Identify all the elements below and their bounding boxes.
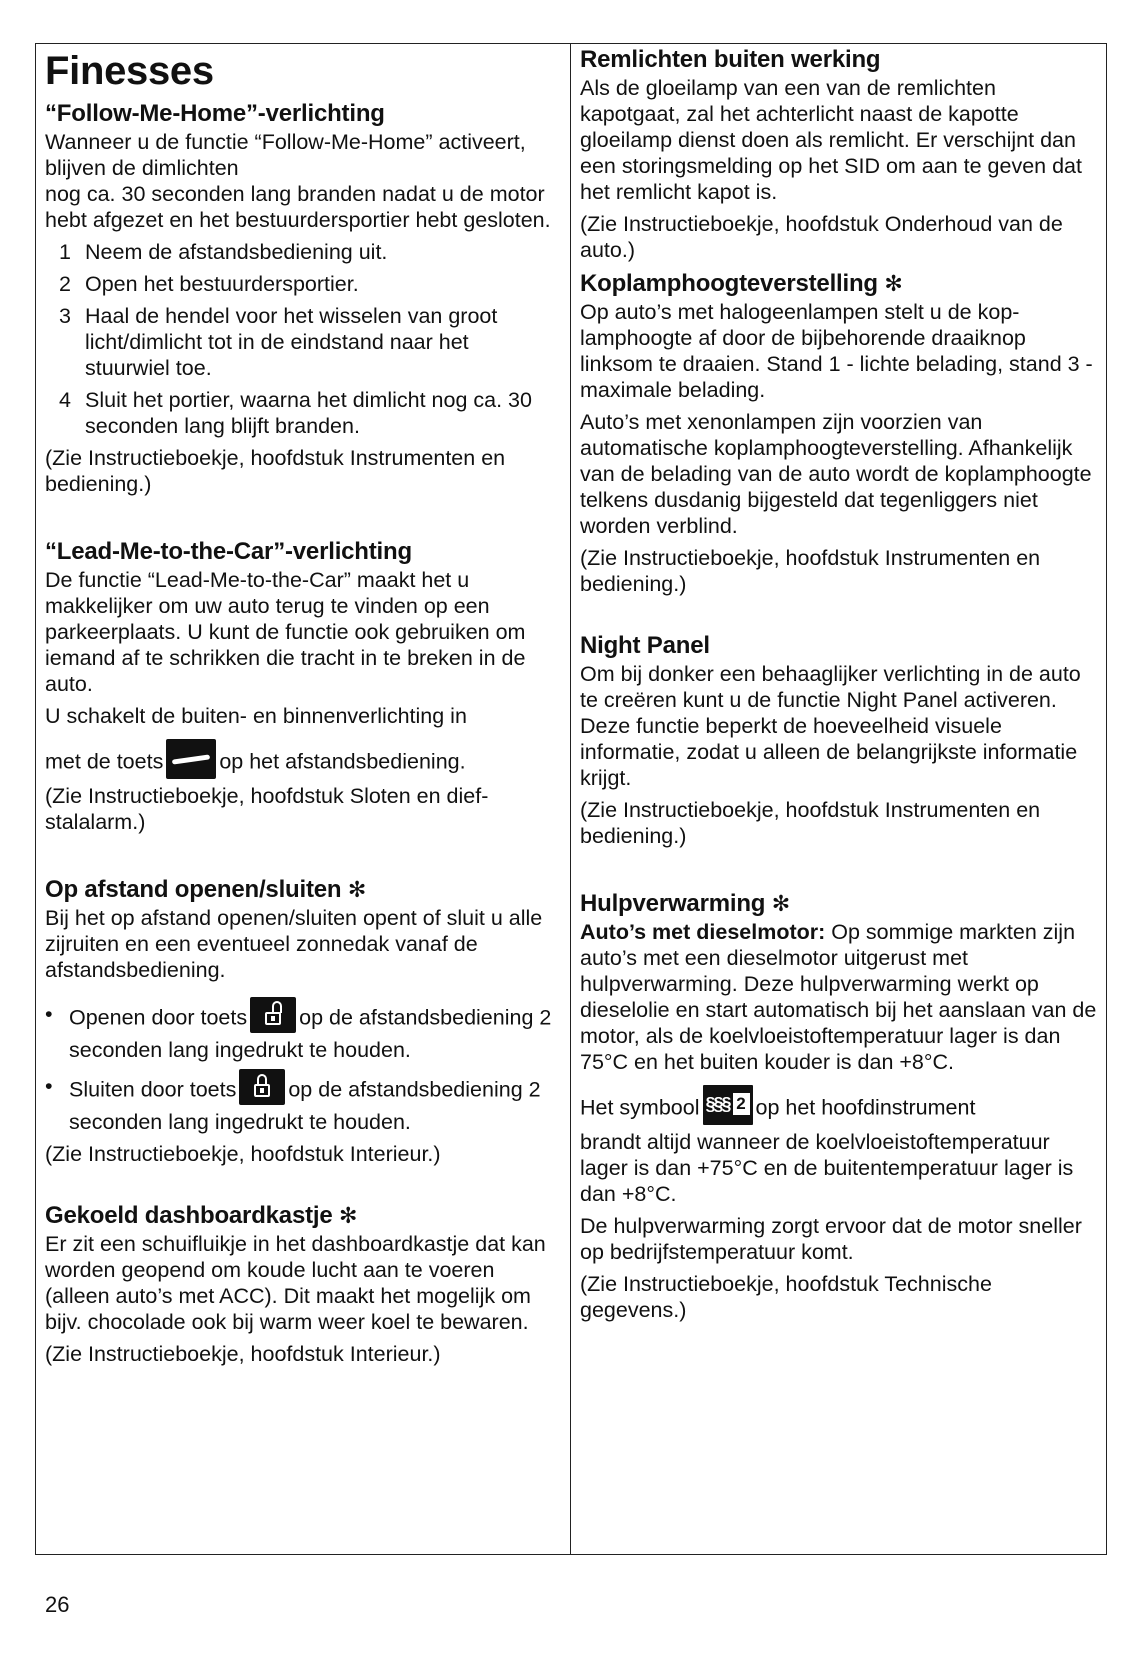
paragraph: U schakelt de buiten- en binnenverlichting in	[45, 704, 467, 728]
paragraph: Auto’s met xenonlampen zijn voorzien van automatische koplamphoogteverstelling. Afhankelijk van de belading van de auto wordt de koplamphoogte telkens dusdanig bijgesteld dat tegenliggers niet worden verblind.	[580, 410, 1092, 538]
bullet-item	[45, 1001, 557, 1063]
right-column	[580, 45, 1098, 1329]
bullet-item	[45, 1073, 557, 1135]
paragraph: brandt altijd wanneer de koelvloeistoftemperatuur lager is dan +75°C en de buitentemperatuur lager is dan +8°C.	[580, 1130, 1074, 1206]
section-heading: “Lead-Me-to-the-Car”-verlichting	[45, 538, 412, 565]
step-number: 4	[59, 388, 71, 412]
step-number: 2	[59, 272, 71, 296]
section-heading: Night Panel	[580, 632, 710, 659]
bullet-icon: •	[45, 1074, 53, 1098]
numbered-step	[45, 303, 557, 381]
column-divider	[570, 43, 571, 1555]
step-text: Neem de afstandsbediening uit.	[85, 240, 388, 264]
reference-note: (Zie Instructieboekje, hoofdstuk Technische gegevens.)	[580, 1272, 992, 1322]
paragraph: Wanneer u de functie “Follow-Me-Home” activeert, blijven de dimlichten	[45, 130, 526, 180]
paragraph: De hulpverwarming zorgt ervoor dat de motor sneller op bedrijfstemperatuur komt.	[580, 1214, 1082, 1264]
section-cooled-glovebox	[45, 1201, 557, 1367]
bullet-text	[69, 1001, 557, 1063]
reference-note: (Zie Instructieboekje, hoofdstuk Instrumenten en bediening.)	[580, 546, 1041, 596]
unlock-button-icon	[250, 997, 296, 1033]
text-fragment: met de toets	[45, 749, 164, 774]
text-fragment: Sluiten door toets	[69, 1077, 237, 1102]
step-text: Haal de hendel voor het wisselen van groot licht/dimlicht tot in de eindstand naar het stuurwiel toe.	[85, 304, 498, 380]
paragraph: Als de gloeilamp van een van de remlichten kapotgaat, zal het achterlicht naast de kapotte gloeilamp dienst doen als remlicht. Er verschijnt dan een storingsmelding op het SID om aan te geven dat het remlicht kapot is.	[580, 76, 1082, 204]
text-fragment: Openen door toets	[69, 1005, 248, 1030]
reference-note: (Zie Instructieboekje, hoofdstuk Instrumenten en bediening.)	[580, 798, 1041, 848]
section-remote-open-close	[45, 875, 557, 1167]
section-heading: Remlichten buiten werking	[580, 46, 881, 73]
paragraph: Bij het op afstand openen/sluiten opent of sluit u alle zijruiten en een eventueel zonnedak vanaf de afstandsbediening.	[45, 906, 543, 982]
text-fragment: Op sommige markten zijn auto’s met een dieselmotor uitgerust met hulpverwarming. Deze hulpverwarming werkt op dieselolie en start automatisch bij het aanslaan van de motor, als de koelvloeistoftemperatuur lager is dan 75°C en het buiten kouder is dan +8°C.	[580, 920, 1097, 1074]
paragraph	[580, 919, 1098, 1075]
paragraph	[45, 743, 557, 783]
numbered-step	[45, 271, 557, 297]
reference-note: (Zie Instructieboekje, hoofdstuk Sloten en diefstalalarm.)	[45, 784, 489, 834]
heading-text: Koplamphoogteverstelling	[580, 270, 878, 297]
reference-note: (Zie Instructieboekje, hoofdstuk Onderhoud van de auto.)	[580, 212, 1063, 262]
numbered-step	[45, 387, 557, 439]
step-number: 3	[59, 304, 71, 328]
numbered-step	[45, 239, 557, 265]
text-fragment: Het symbool	[580, 1095, 700, 1120]
paragraph: Om bij donker een behaaglijker verlichting in de auto te creëren kunt u de functie Night Panel activeren. Deze functie beperkt de hoeveelheid visuele informatie, zodat u alleen de belangrijkste informatie krijgt.	[580, 662, 1081, 790]
reference-note: (Zie Instructieboekje, hoofdstuk Interieur.)	[45, 1342, 441, 1366]
page-number: 26	[45, 1592, 70, 1617]
section-night-panel	[580, 631, 1098, 849]
star-icon: ✻	[347, 877, 367, 902]
text-fragment: op de afstandsbediening 2 seconden lang ingedrukt te houden.	[69, 1005, 552, 1062]
star-icon: ✻	[771, 891, 790, 916]
heading-text: Op afstand openen/sluiten	[45, 876, 342, 903]
reference-note: (Zie Instructieboekje, hoofdstuk Interieur.)	[45, 1142, 441, 1166]
section-heading	[580, 269, 1098, 299]
section-auxiliary-heating	[580, 889, 1098, 1323]
paragraph: De functie “Lead-Me-to-the-Car” maakt het u makkelijker om uw auto terug te vinden op een parkeerplaats. U kunt de functie ook gebruiken om iemand af te schrikken die tracht in te breken in de auto.	[45, 568, 526, 696]
section-follow-me-home	[45, 99, 557, 497]
section-heading: “Follow-Me-Home”-verlichting	[45, 100, 385, 127]
step-number: 1	[59, 240, 71, 264]
text-fragment: op het hoofdinstrument	[755, 1095, 976, 1120]
paragraph: Op auto’s met halogeenlampen stelt u de koplamphoogte af door de bijbehorende draaiknop linksom te draaien. Stand 1 - lichte belading, stand 3 - maximale belading.	[580, 300, 1093, 402]
section-lead-me-to-the-car	[45, 537, 557, 835]
section-brake-lights	[580, 45, 1098, 263]
star-icon: ✻	[884, 271, 903, 296]
star-icon: ✻	[338, 1203, 358, 1228]
text-fragment: op de afstandsbediening 2 seconden lang ingedrukt te houden.	[69, 1077, 541, 1134]
heading-text: Hulpverwarming	[580, 890, 766, 917]
step-text: Sluit het portier, waarna het dimlicht nog ca. 30 seconden lang blijft branden.	[85, 388, 532, 438]
bullet-icon: •	[45, 1002, 53, 1026]
bold-lead: Auto’s met dieselmotor:	[580, 920, 826, 944]
paragraph	[580, 1089, 1098, 1129]
heating-symbol-icon: §§§ 2	[703, 1085, 753, 1125]
section-headlight-leveling	[580, 269, 1098, 597]
step-text: Open het bestuurdersportier.	[85, 272, 359, 296]
section-heading	[45, 1201, 557, 1231]
text-fragment: op het afstandsbediening.	[219, 749, 466, 774]
bullet-text	[69, 1073, 557, 1135]
remote-light-button-icon	[166, 739, 216, 779]
lock-button-icon	[239, 1069, 285, 1105]
heating-symbol-number: 2	[733, 1093, 750, 1115]
paragraph: nog ca. 30 seconden lang branden nadat u de motor hebt afgezet en het bestuurdersportier hebt gesloten.	[45, 182, 551, 232]
heading-text: Gekoeld dashboardkastje	[45, 1202, 333, 1229]
paragraph: Er zit een schuifluikje in het dashboardkastje dat kan worden geopend om koude lucht aan te voeren (alleen auto’s met ACC). Dit maakt het mogelijk om bijv. chocolade ook bij warm weer koel te bewaren.	[45, 1232, 546, 1334]
section-heading	[45, 875, 557, 905]
left-column	[45, 45, 557, 1373]
section-heading	[580, 889, 1098, 919]
page-title: Finesses	[45, 49, 214, 93]
reference-note: (Zie Instructieboekje, hoofdstuk Instrumenten en bediening.)	[45, 446, 506, 496]
